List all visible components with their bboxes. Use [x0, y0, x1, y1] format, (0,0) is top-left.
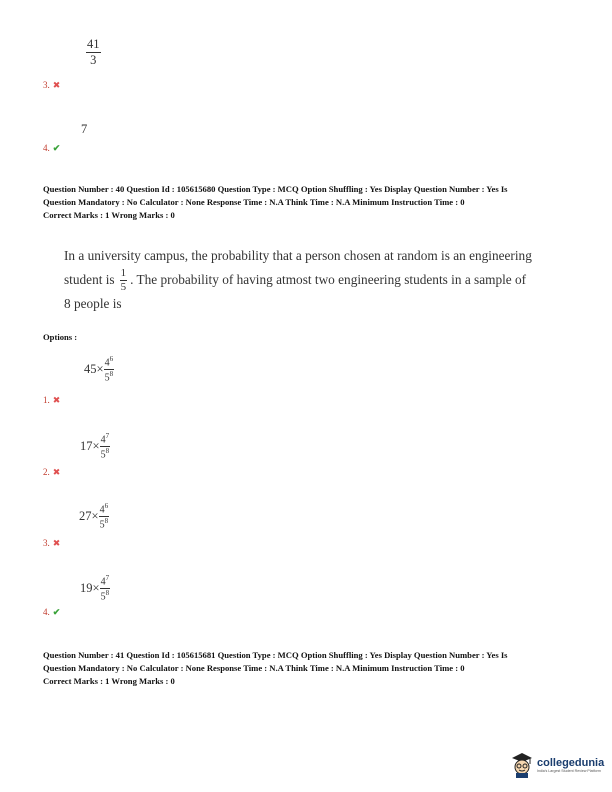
meta-line-1: Question Number : 41 Question Id : 105615681 Question Type : MCQ Option Shuffling : Yes Display Question Number : Yes Is [43, 650, 508, 660]
option-value: 7 [81, 122, 88, 136]
student-mascot-icon [510, 752, 534, 778]
meta-line-3: Correct Marks : 1 Wrong Marks : 0 [43, 210, 175, 220]
prev-option-4-label [43, 143, 60, 154]
numerator-exponent: 6 [104, 502, 109, 510]
option-4-expression [80, 575, 110, 603]
denominator-base: 5 [100, 449, 106, 461]
option-4-label [43, 607, 60, 618]
question-40-text [64, 244, 532, 316]
option-number: 4. [43, 607, 50, 617]
probability-fraction [120, 268, 128, 293]
collegedunia-logo [510, 752, 604, 778]
option-2-label [43, 467, 60, 478]
logo-wordmark: collegedunia [537, 756, 605, 769]
fraction-denominator: 3 [90, 52, 97, 67]
prev-option-3-label [43, 80, 60, 91]
option-number: 3. [43, 80, 50, 90]
denominator-base: 5 [104, 372, 110, 384]
prev-option-4-expression [81, 122, 87, 137]
wrong-mark-icon: ✖ [52, 467, 61, 477]
question-text-line-2-end: . The probability of having atmost two engineering students in a sample of [130, 272, 527, 287]
option-2-expression [80, 433, 110, 461]
denominator-base: 5 [99, 519, 105, 531]
option-1-expression [84, 356, 114, 384]
option-coefficient: 19× [80, 581, 100, 596]
options-heading: Options : [43, 332, 78, 342]
numerator-exponent: 7 [105, 574, 110, 582]
question-41-meta [43, 649, 508, 688]
option-3-expression [79, 503, 109, 531]
question-40-meta [43, 183, 508, 222]
numerator-base: 4 [99, 504, 105, 516]
numerator-base: 4 [100, 434, 106, 446]
option-coefficient: 17× [80, 439, 100, 454]
question-text-line-1: In a university campus, the probability that a person chosen at random is an engineering [64, 248, 532, 263]
option-1-label [43, 395, 60, 406]
option-coefficient: 27× [79, 509, 99, 524]
logo-tagline: India's Largest Student Review Platform [537, 768, 601, 773]
numerator-base: 4 [104, 357, 110, 369]
denominator-base: 5 [100, 591, 106, 603]
fraction-denominator: 5 [120, 280, 127, 293]
meta-line-1: Question Number : 40 Question Id : 105615680 Question Type : MCQ Option Shuffling : Yes Display Question Number : Yes Is [43, 184, 508, 194]
fraction-numerator: 1 [120, 266, 127, 279]
numerator-exponent: 6 [109, 355, 114, 363]
option-number: 3. [43, 538, 50, 548]
option-number: 4. [43, 143, 50, 153]
numerator-exponent: 7 [105, 432, 110, 440]
question-text-line-2-start: student is [64, 272, 115, 287]
correct-check-icon: ✔ [52, 607, 61, 617]
meta-line-2: Question Mandatory : No Calculator : None Response Time : N.A Think Time : N.A Minimum Instruction Time : 0 [43, 197, 465, 207]
meta-line-3: Correct Marks : 1 Wrong Marks : 0 [43, 676, 175, 686]
fraction-numerator: 41 [87, 37, 100, 51]
wrong-mark-icon: ✖ [52, 80, 61, 90]
option-number: 1. [43, 395, 50, 405]
option-number: 2. [43, 467, 50, 477]
wrong-mark-icon: ✖ [52, 395, 61, 405]
correct-check-icon: ✔ [52, 143, 61, 153]
wrong-mark-icon: ✖ [52, 538, 61, 548]
meta-line-2: Question Mandatory : No Calculator : None Response Time : N.A Think Time : N.A Minimum Instruction Time : 0 [43, 663, 465, 673]
option-coefficient: 45× [84, 362, 104, 377]
denominator-exponent: 8 [104, 517, 109, 526]
denominator-exponent: 8 [105, 447, 110, 456]
denominator-exponent: 8 [109, 370, 114, 379]
numerator-base: 4 [100, 576, 106, 588]
prev-option-3-expression [86, 38, 101, 66]
option-3-label [43, 538, 60, 549]
question-text-line-3: 8 people is [64, 296, 122, 311]
denominator-exponent: 8 [105, 589, 110, 598]
